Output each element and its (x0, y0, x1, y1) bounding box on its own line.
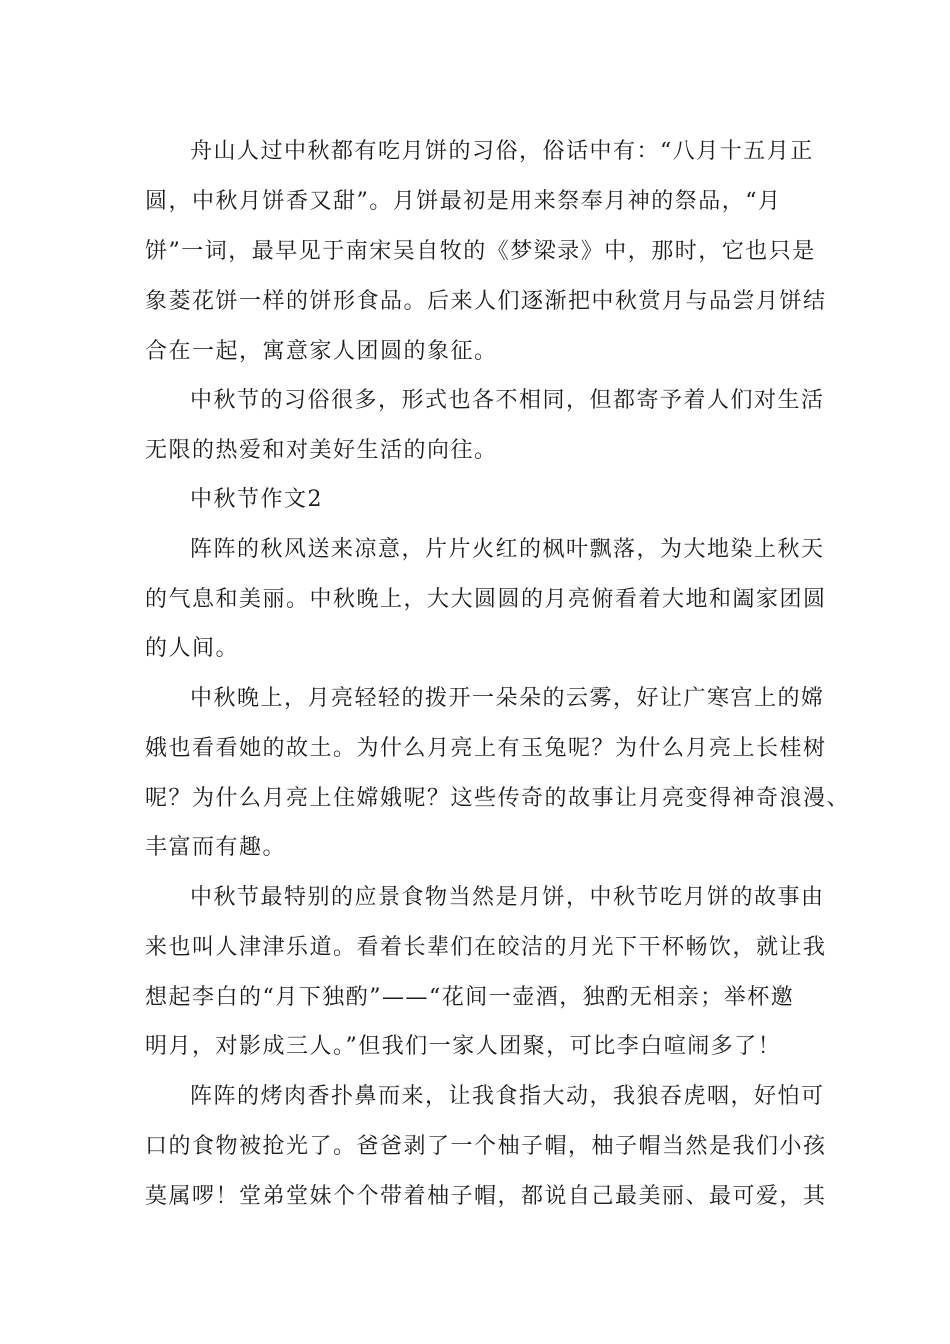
text-line: 中秋晚上，月亮轻轻的拨开一朵朵的云雾，好让广寒宫上的嫦 (190, 686, 825, 711)
text-line: 口的食物被抢光了。爸爸剥了一个柚子帽，柚子帽当然是我们小孩 (145, 1134, 827, 1159)
text-line: 阵阵的秋风送来凉意，片片火红的枫叶飘落，为大地染上秋天 (190, 537, 825, 562)
text-line: 莫属啰！堂弟堂妹个个带着柚子帽，都说自己最美丽、最可爱，其 (145, 1184, 827, 1209)
text-line: 想起李白的“月下独酌”——“花间一壶酒，独酌无相亲；举杯邀 (145, 985, 795, 1010)
text-line: 阵阵的烤肉香扑鼻而来，让我食指大动，我狼吞虎咽，好怕可 (190, 1084, 825, 1109)
text-line: 的气息和美丽。中秋晚上，大大圆圆的月亮俯看着大地和阖家团圆 (145, 587, 827, 612)
text-line: 舟山人过中秋都有吃月饼的习俗，俗话中有：“八月十五月正 (190, 139, 814, 164)
text-line: 中秋节最特别的应景食物当然是月饼，中秋节吃月饼的故事由 (190, 885, 825, 910)
text-line: 合在一起，寓意家人团圆的象征。 (145, 339, 498, 364)
text-line: 无限的热爱和对美好生活的向往。 (145, 438, 498, 463)
text-line: 象菱花饼一样的饼形食品。后来人们逐渐把中秋赏月与品尝月饼结 (145, 289, 827, 314)
text-line: 娥也看看她的故土。为什么月亮上有玉兔呢？为什么月亮上长桂树 (145, 736, 827, 761)
text-line: 明月，对影成三人。”但我们一家人团聚，可比李白喧闹多了！ (145, 1034, 782, 1059)
text-line: 圆，中秋月饼香又甜”。月饼最初是用来祭奉月神的祭品，“月 (145, 189, 782, 214)
text-line: 中秋节的习俗很多，形式也各不相同，但都寄予着人们对生活 (190, 388, 825, 413)
text-line: 饼”一词，最早见于南宋吴自牧的《梦梁录》中，那时，它也只是 (145, 239, 816, 264)
text-line: 呢？为什么月亮上住嫦娥呢？这些传奇的故事让月亮变得神奇浪漫、 (145, 786, 851, 811)
section-heading: 中秋节作文2 (190, 487, 323, 512)
text-line: 丰富而有趣。 (145, 835, 287, 860)
text-line: 来也叫人津津乐道。看着长辈们在皎洁的月光下干杯畅饮，就让我 (145, 935, 827, 960)
text-line: 的人间。 (145, 636, 240, 661)
